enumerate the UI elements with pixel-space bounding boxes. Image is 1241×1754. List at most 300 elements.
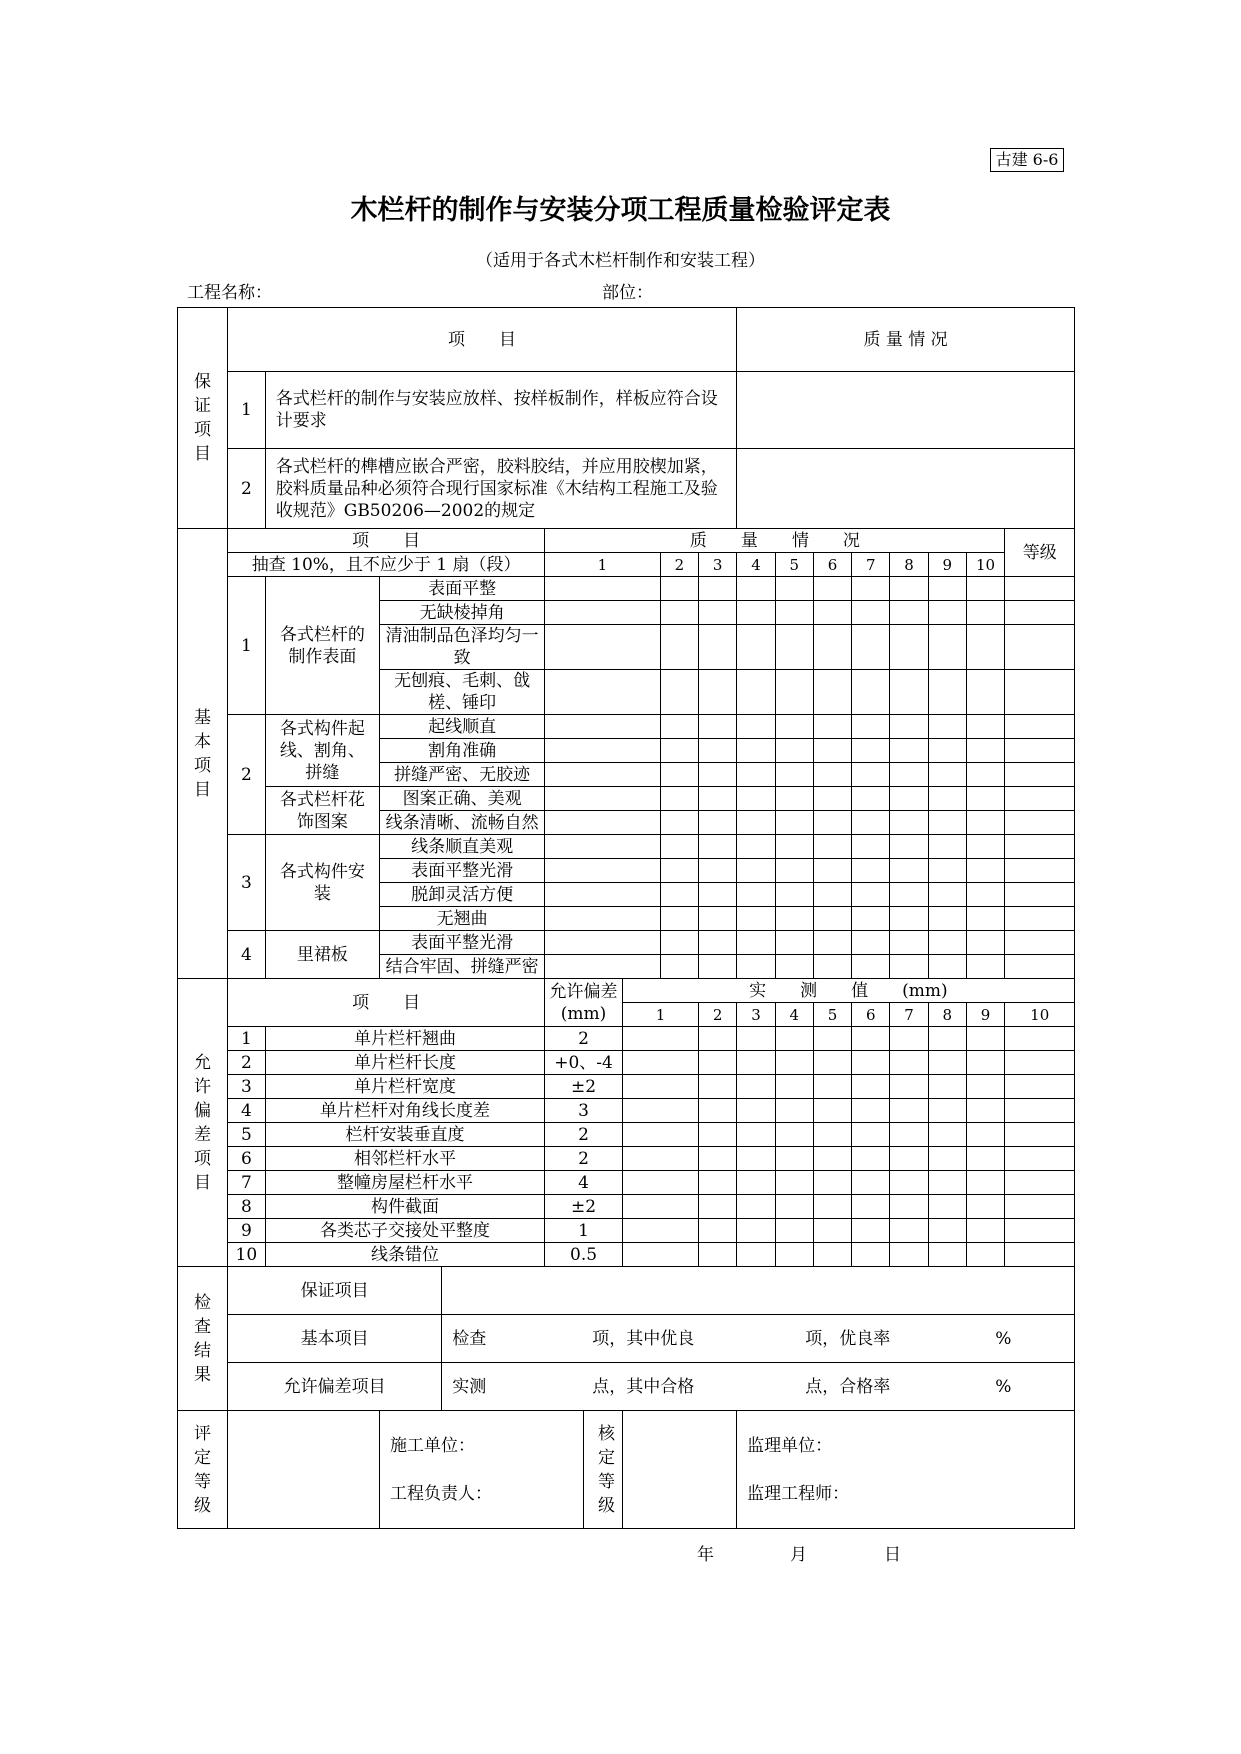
basic-check-cell (737, 577, 776, 601)
table-row (178, 1411, 1075, 1529)
basic-check-cell (775, 859, 813, 883)
basic-grade-cell (1005, 601, 1075, 625)
basic-check-cell (660, 763, 699, 787)
deviation-measure-cell (966, 1051, 1005, 1075)
deviation-measure-cell (737, 1195, 776, 1219)
basic-check-cell (928, 811, 966, 835)
basic-grade-cell (1005, 577, 1075, 601)
basic-check-cell (890, 931, 929, 955)
location-label: 部位： (602, 283, 653, 303)
basic-check-cell (737, 883, 776, 907)
deviation-measure-cell (699, 1099, 737, 1123)
deviation-measure-cell (890, 1147, 929, 1171)
deviation-row-no: 1 (227, 1027, 265, 1051)
basic-check-cell (545, 739, 660, 763)
deviation-measure-cell (813, 1171, 852, 1195)
deviation-measure-cell (890, 1243, 929, 1267)
table-row (178, 1147, 1075, 1171)
basic-check-cell (813, 931, 852, 955)
basic-check-cell (699, 931, 737, 955)
deviation-measure-cell (699, 1195, 737, 1219)
basic-grade-cell (1005, 811, 1075, 835)
basic-check-cell (890, 883, 929, 907)
deviation-measure-cell (775, 1099, 813, 1123)
deviation-row-no: 4 (227, 1099, 265, 1123)
table-row (178, 553, 1075, 577)
basic-check-cell (852, 739, 890, 763)
basic-check-cell (775, 835, 813, 859)
basic-check-cell (545, 763, 660, 787)
basic-grade-cell (1005, 931, 1075, 955)
basic-grade-cell (1005, 787, 1075, 811)
deviation-row-no: 3 (227, 1075, 265, 1099)
project-manager-label: 工程负责人： (390, 1483, 492, 1504)
basic-check-col-header: 10 (966, 553, 1005, 577)
deviation-measure-cell (928, 1099, 966, 1123)
table-row (178, 1051, 1075, 1075)
deviation-measure-col-header: 1 (622, 1003, 699, 1027)
deviation-measure-cell (622, 1171, 699, 1195)
basic-check-cell (545, 625, 660, 670)
basic-check-cell (966, 787, 1005, 811)
basic-check-col-header: 6 (813, 553, 852, 577)
page-title: 木栏杆的制作与安装分项工程质量检验评定表 (350, 195, 891, 226)
basic-check-cell (852, 787, 890, 811)
table-row (178, 787, 1075, 811)
basic-check-cell (699, 907, 737, 931)
deviation-row-no: 7 (227, 1171, 265, 1195)
deviation-row-item: 整幢房屋栏杆水平 (265, 1171, 545, 1195)
basic-check-cell (928, 787, 966, 811)
result-guarantee-value (442, 1267, 1075, 1315)
basic-check-cell (966, 955, 1005, 979)
basic-check-cell (813, 577, 852, 601)
table-row (178, 1027, 1075, 1051)
basic-quality-header: 质 量 情 况 (545, 529, 1005, 553)
deviation-measure-cell (737, 1147, 776, 1171)
deviation-measure-cell (1005, 1075, 1075, 1099)
construction-unit-label: 施工单位： (390, 1435, 475, 1456)
basic-grade-cell (1005, 835, 1075, 859)
basic-check-cell (660, 883, 699, 907)
basic-check-cell (928, 601, 966, 625)
deviation-measure-cell (966, 1123, 1005, 1147)
basic-grade-cell (1005, 739, 1075, 763)
deviation-row-item: 构件截面 (265, 1195, 545, 1219)
basic-check-cell (775, 883, 813, 907)
rating-section-label: 评 定 等 级 (178, 1411, 228, 1529)
basic-grade-cell (1005, 670, 1075, 715)
basic-group-name: 里裙板 (265, 931, 379, 979)
deviation-measure-cell (737, 1171, 776, 1195)
basic-check-cell (928, 670, 966, 715)
deviation-measure-cell (737, 1099, 776, 1123)
result-basic-text: 项，其中优良 (592, 1328, 695, 1349)
basic-check-col-header: 3 (699, 553, 737, 577)
basic-check-cell (737, 955, 776, 979)
deviation-measure-cell (622, 1075, 699, 1099)
basic-grade-cell (1005, 763, 1075, 787)
basic-check-cell (813, 907, 852, 931)
deviation-measure-cell (622, 1051, 699, 1075)
document-code: 古建 6-6 (990, 148, 1064, 172)
basic-check-cell (928, 955, 966, 979)
basic-check-cell (813, 625, 852, 670)
deviation-row-no: 10 (227, 1243, 265, 1267)
basic-check-item: 图案正确、美观 (380, 787, 545, 811)
table-row (178, 1195, 1075, 1219)
deviation-measure-cell (928, 1243, 966, 1267)
basic-check-cell (966, 577, 1005, 601)
deviation-measure-cell (852, 1027, 890, 1051)
deviation-row-item: 单片栏杆宽度 (265, 1075, 545, 1099)
deviation-measure-cell (775, 1219, 813, 1243)
table-row (178, 308, 1075, 372)
deviation-measure-col-header: 6 (852, 1003, 890, 1027)
basic-check-cell (852, 577, 890, 601)
basic-check-cell (545, 955, 660, 979)
deviation-row-no: 6 (227, 1147, 265, 1171)
deviation-measure-cell (775, 1171, 813, 1195)
basic-check-cell (775, 763, 813, 787)
result-deviation-text: 点，合格率 (805, 1376, 891, 1397)
deviation-measure-cell (966, 1243, 1005, 1267)
construction-signature-block (380, 1411, 584, 1529)
basic-check-cell (660, 859, 699, 883)
basic-check-cell (775, 787, 813, 811)
deviation-measure-cell (852, 1171, 890, 1195)
basic-check-cell (928, 577, 966, 601)
basic-check-cell (699, 763, 737, 787)
result-basic-summary (442, 1315, 1075, 1363)
deviation-row-tolerance: 2 (545, 1027, 623, 1051)
basic-check-cell (928, 763, 966, 787)
deviation-measure-cell (1005, 1099, 1075, 1123)
guarantee-item-text: 各式栏杆的榫槽应嵌合严密，胶料胶结，并应用胶楔加紧，胶料质量品种必须符合现行国家标准《木结构工程施工及验收规范》GB50206—2002的规定 (265, 449, 736, 529)
basic-check-cell (928, 835, 966, 859)
basic-check-cell (966, 763, 1005, 787)
deviation-row-tolerance: ±2 (545, 1195, 623, 1219)
result-basic-text: 检查 (452, 1328, 487, 1349)
deviation-measure-cell (813, 1075, 852, 1099)
basic-check-item: 清油制品色泽均匀一致 (380, 625, 545, 670)
deviation-measure-cell (813, 1219, 852, 1243)
deviation-measure-cell (966, 1147, 1005, 1171)
basic-check-cell (966, 931, 1005, 955)
deviation-measure-cell (1005, 1123, 1075, 1147)
deviation-measure-cell (699, 1075, 737, 1099)
basic-check-cell (699, 670, 737, 715)
deviation-measure-cell (890, 1099, 929, 1123)
deviation-measure-cell (852, 1075, 890, 1099)
deviation-row-tolerance: +0、-4 (545, 1051, 623, 1075)
deviation-measure-cell (775, 1075, 813, 1099)
deviation-measure-cell (813, 1195, 852, 1219)
basic-check-cell (737, 625, 776, 670)
basic-check-cell (737, 931, 776, 955)
deviation-measure-cell (852, 1195, 890, 1219)
basic-check-cell (852, 859, 890, 883)
deviation-measure-cell (813, 1099, 852, 1123)
result-deviation-text: 点，其中合格 (592, 1376, 695, 1397)
basic-check-cell (775, 601, 813, 625)
basic-check-cell (813, 859, 852, 883)
deviation-row-item: 各类芯子交接处平整度 (265, 1219, 545, 1243)
basic-check-cell (813, 787, 852, 811)
deviation-measure-cell (966, 1219, 1005, 1243)
basic-check-cell (737, 763, 776, 787)
basic-check-cell (966, 739, 1005, 763)
basic-check-cell (890, 835, 929, 859)
deviation-measure-cell (1005, 1195, 1075, 1219)
basic-check-cell (775, 931, 813, 955)
basic-check-item: 表面平整 (380, 577, 545, 601)
basic-check-item: 脱卸灵活方便 (380, 883, 545, 907)
deviation-measure-cell (699, 1171, 737, 1195)
deviation-measure-cell (813, 1123, 852, 1147)
basic-check-cell (813, 883, 852, 907)
basic-check-cell (852, 955, 890, 979)
basic-group-no: 2 (227, 715, 265, 835)
basic-check-cell (966, 625, 1005, 670)
basic-check-cell (928, 907, 966, 931)
basic-group-no: 3 (227, 835, 265, 931)
basic-check-cell (813, 670, 852, 715)
deviation-section-label: 允 许 偏 差 项 目 (178, 979, 228, 1267)
deviation-row-item: 单片栏杆长度 (265, 1051, 545, 1075)
deviation-measure-cell (622, 1195, 699, 1219)
deviation-measure-cell (1005, 1243, 1075, 1267)
guarantee-section-label: 保 证 项 目 (178, 308, 228, 529)
basic-check-cell (545, 811, 660, 835)
basic-check-cell (699, 955, 737, 979)
deviation-measure-cell (737, 1219, 776, 1243)
deviation-measure-cell (928, 1147, 966, 1171)
deviation-measure-cell (699, 1123, 737, 1147)
result-basic-label: 基本项目 (227, 1315, 441, 1363)
table-row (178, 1315, 1075, 1363)
basic-check-cell (966, 859, 1005, 883)
inspection-table (177, 307, 1075, 1529)
basic-check-cell (775, 715, 813, 739)
deviation-measure-cell (852, 1147, 890, 1171)
deviation-measure-cell (622, 1219, 699, 1243)
deviation-row-tolerance: 2 (545, 1123, 623, 1147)
basic-section-label: 基 本 项 目 (178, 529, 228, 979)
basic-check-col-header: 8 (890, 553, 929, 577)
deviation-measure-col-header: 7 (890, 1003, 929, 1027)
basic-check-cell (890, 739, 929, 763)
basic-check-cell (775, 670, 813, 715)
table-row (178, 372, 1075, 449)
basic-group-name: 各式栏杆花饰图案 (265, 787, 379, 835)
basic-check-cell (660, 787, 699, 811)
page-subtitle: （适用于各式木栏杆制作和安装工程） (476, 251, 765, 271)
basic-check-cell (890, 670, 929, 715)
deviation-measure-col-header: 8 (928, 1003, 966, 1027)
result-deviation-label: 允许偏差项目 (227, 1363, 441, 1411)
basic-check-cell (660, 739, 699, 763)
deviation-row-tolerance: ±2 (545, 1075, 623, 1099)
deviation-row-no: 8 (227, 1195, 265, 1219)
basic-check-cell (545, 577, 660, 601)
basic-check-cell (813, 601, 852, 625)
deviation-measure-cell (813, 1051, 852, 1075)
basic-check-cell (813, 739, 852, 763)
basic-check-cell (545, 883, 660, 907)
deviation-measure-cell (852, 1051, 890, 1075)
basic-group-name: 各式构件安装 (265, 835, 379, 931)
basic-check-cell (890, 955, 929, 979)
deviation-measure-cell (775, 1147, 813, 1171)
basic-check-item: 起线顺直 (380, 715, 545, 739)
basic-check-cell (890, 601, 929, 625)
basic-check-cell (737, 739, 776, 763)
deviation-row-tolerance: 4 (545, 1171, 623, 1195)
basic-check-col-header: 9 (928, 553, 966, 577)
basic-grade-cell (1005, 625, 1075, 670)
basic-check-cell (660, 931, 699, 955)
basic-check-col-header: 7 (852, 553, 890, 577)
basic-check-cell (890, 715, 929, 739)
deviation-measure-cell (890, 1051, 929, 1075)
basic-check-cell (660, 811, 699, 835)
rating-grade-value (227, 1411, 379, 1529)
basic-check-cell (928, 859, 966, 883)
supervision-unit-label: 监理单位： (747, 1435, 833, 1456)
deviation-measure-cell (737, 1075, 776, 1099)
basic-check-cell (699, 859, 737, 883)
deviation-measure-cell (890, 1195, 929, 1219)
deviation-row-tolerance: 2 (545, 1147, 623, 1171)
deviation-measure-cell (699, 1243, 737, 1267)
deviation-measure-cell (1005, 1219, 1075, 1243)
deviation-row-no: 5 (227, 1123, 265, 1147)
deviation-measure-cell (890, 1171, 929, 1195)
supervision-signature-block (737, 1411, 1075, 1529)
basic-check-col-header: 1 (545, 553, 660, 577)
basic-check-col-header: 4 (737, 553, 776, 577)
basic-check-item: 无缺棱掉角 (380, 601, 545, 625)
deviation-measure-cell (1005, 1147, 1075, 1171)
table-row (178, 1123, 1075, 1147)
result-basic-text: % (995, 1328, 1012, 1349)
deviation-measure-cell (775, 1027, 813, 1051)
guarantee-item-no: 1 (227, 372, 265, 449)
deviation-measure-cell (966, 1075, 1005, 1099)
deviation-measure-cell (890, 1075, 929, 1099)
deviation-measure-cell (622, 1243, 699, 1267)
basic-check-cell (852, 625, 890, 670)
basic-check-cell (775, 811, 813, 835)
deviation-measure-cell (928, 1123, 966, 1147)
basic-check-cell (699, 577, 737, 601)
basic-check-cell (890, 811, 929, 835)
result-deviation-summary (442, 1363, 1075, 1411)
table-row (178, 1075, 1075, 1099)
date-year: 年 (697, 1545, 714, 1565)
result-guarantee-label: 保证项目 (227, 1267, 441, 1315)
table-row (178, 931, 1075, 955)
supervising-engineer-label: 监理工程师： (747, 1483, 850, 1504)
verify-grade-value (622, 1411, 736, 1529)
basic-check-cell (660, 907, 699, 931)
deviation-row-tolerance: 1 (545, 1219, 623, 1243)
basic-check-col-header: 5 (775, 553, 813, 577)
deviation-measure-cell (622, 1027, 699, 1051)
deviation-measure-cell (890, 1123, 929, 1147)
basic-check-cell (545, 787, 660, 811)
basic-check-item: 表面平整光滑 (380, 931, 545, 955)
deviation-row-item: 单片栏杆翘曲 (265, 1027, 545, 1051)
basic-grade-cell (1005, 955, 1075, 979)
basic-check-cell (545, 931, 660, 955)
deviation-measure-cell (928, 1171, 966, 1195)
table-row (178, 1219, 1075, 1243)
basic-check-cell (966, 670, 1005, 715)
basic-check-cell (813, 715, 852, 739)
basic-check-cell (545, 907, 660, 931)
deviation-measure-cell (928, 1075, 966, 1099)
basic-check-cell (737, 907, 776, 931)
deviation-measure-cell (1005, 1027, 1075, 1051)
deviation-measure-cell (928, 1051, 966, 1075)
basic-check-cell (775, 625, 813, 670)
deviation-row-tolerance: 3 (545, 1099, 623, 1123)
deviation-measured-header: 实 测 值 (mm) (622, 979, 1074, 1003)
deviation-measure-cell (775, 1243, 813, 1267)
basic-item-header: 项 目 (227, 529, 544, 553)
basic-group-no: 4 (227, 931, 265, 979)
deviation-measure-cell (1005, 1171, 1075, 1195)
basic-grade-cell (1005, 883, 1075, 907)
basic-check-cell (890, 907, 929, 931)
deviation-measure-cell (699, 1219, 737, 1243)
basic-check-item: 表面平整光滑 (380, 859, 545, 883)
basic-check-cell (737, 715, 776, 739)
basic-check-cell (966, 907, 1005, 931)
deviation-measure-cell (928, 1219, 966, 1243)
basic-check-cell (545, 859, 660, 883)
deviation-row-no: 2 (227, 1051, 265, 1075)
basic-check-cell (699, 715, 737, 739)
deviation-measure-cell (622, 1123, 699, 1147)
basic-check-cell (928, 883, 966, 907)
basic-check-cell (545, 715, 660, 739)
deviation-row-item: 单片栏杆对角线长度差 (265, 1099, 545, 1123)
basic-check-cell (813, 835, 852, 859)
basic-check-cell (890, 577, 929, 601)
basic-check-cell (852, 931, 890, 955)
basic-check-col-header: 2 (660, 553, 699, 577)
deviation-measure-cell (852, 1243, 890, 1267)
deviation-measure-cell (699, 1051, 737, 1075)
basic-check-cell (660, 835, 699, 859)
deviation-row-no: 9 (227, 1219, 265, 1243)
deviation-row-item: 栏杆安装垂直度 (265, 1123, 545, 1147)
basic-check-cell (775, 577, 813, 601)
table-row (178, 1099, 1075, 1123)
basic-check-cell (928, 931, 966, 955)
verify-section-label: 核 定 等 级 (584, 1411, 623, 1529)
basic-check-cell (813, 763, 852, 787)
basic-grade-cell (1005, 907, 1075, 931)
basic-check-cell (852, 670, 890, 715)
basic-check-cell (660, 577, 699, 601)
deviation-measure-col-header: 3 (737, 1003, 776, 1027)
basic-grade-cell (1005, 715, 1075, 739)
deviation-measure-cell (813, 1243, 852, 1267)
